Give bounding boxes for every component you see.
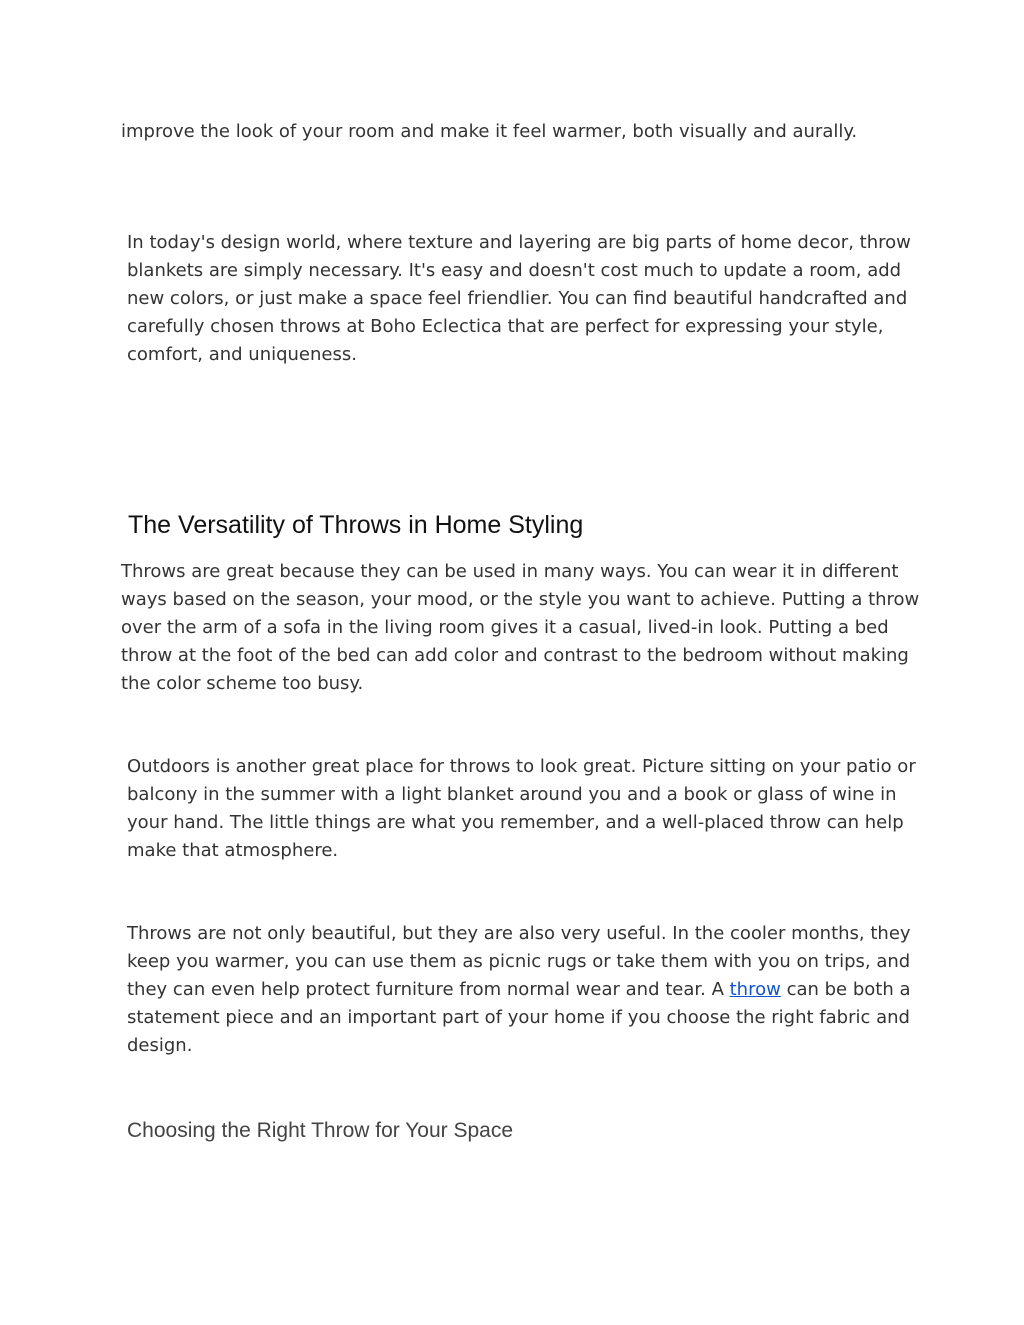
- paragraph-usefulness: [121, 920, 927, 1060]
- paragraph-usefulness-text-start: Throws are not only beautiful, but they are also very useful. In the cooler months, they keep you warmer, you can use them as picnic rugs or take them with you on trips, and they can even help protect furniture from normal wear and tear. A: [127, 923, 911, 1000]
- paragraph-outdoors: Outdoors is another great place for throws to look great. Picture sitting on your patio or balcony in the summer with a light blanket around you and a book or glass of wine in your hand. The little things are what you remember, and a well-placed throw can help make that atmosphere.: [127, 756, 916, 861]
- paragraph-intro-continuation: improve the look of your room and make it feel warmer, both visually and aurally.: [121, 121, 858, 142]
- paragraph-usefulness-text-end: can be both a statement piece and an important part of your home if you choose the right fabric and design.: [127, 979, 911, 1056]
- paragraph-design-world: In today's design world, where texture and layering are big parts of home decor, throw blankets are simply necessary. It's easy and doesn't cost much to update a room, add new colors, or just make a space feel friendlier. You can find beautiful handcrafted and carefully chosen throws at Boho Eclectica that are perfect for expressing your style, comfort, and uniqueness.: [127, 232, 911, 365]
- throw-link[interactable]: throw: [729, 979, 781, 1000]
- paragraph-versatility: Throws are great because they can be used in many ways. You can wear it in different ways based on the season, your mood, or the style you want to achieve. Putting a throw over the arm of a sofa in the living room gives it a casual, lived-in look. Putting a bed throw at the foot of the bed can add color and contrast to the bedroom without making the color scheme too busy.: [121, 561, 920, 694]
- heading-choosing: Choosing the Right Throw for Your Space: [127, 1119, 514, 1142]
- heading-versatility: The Versatility of Throws in Home Styling: [128, 511, 584, 539]
